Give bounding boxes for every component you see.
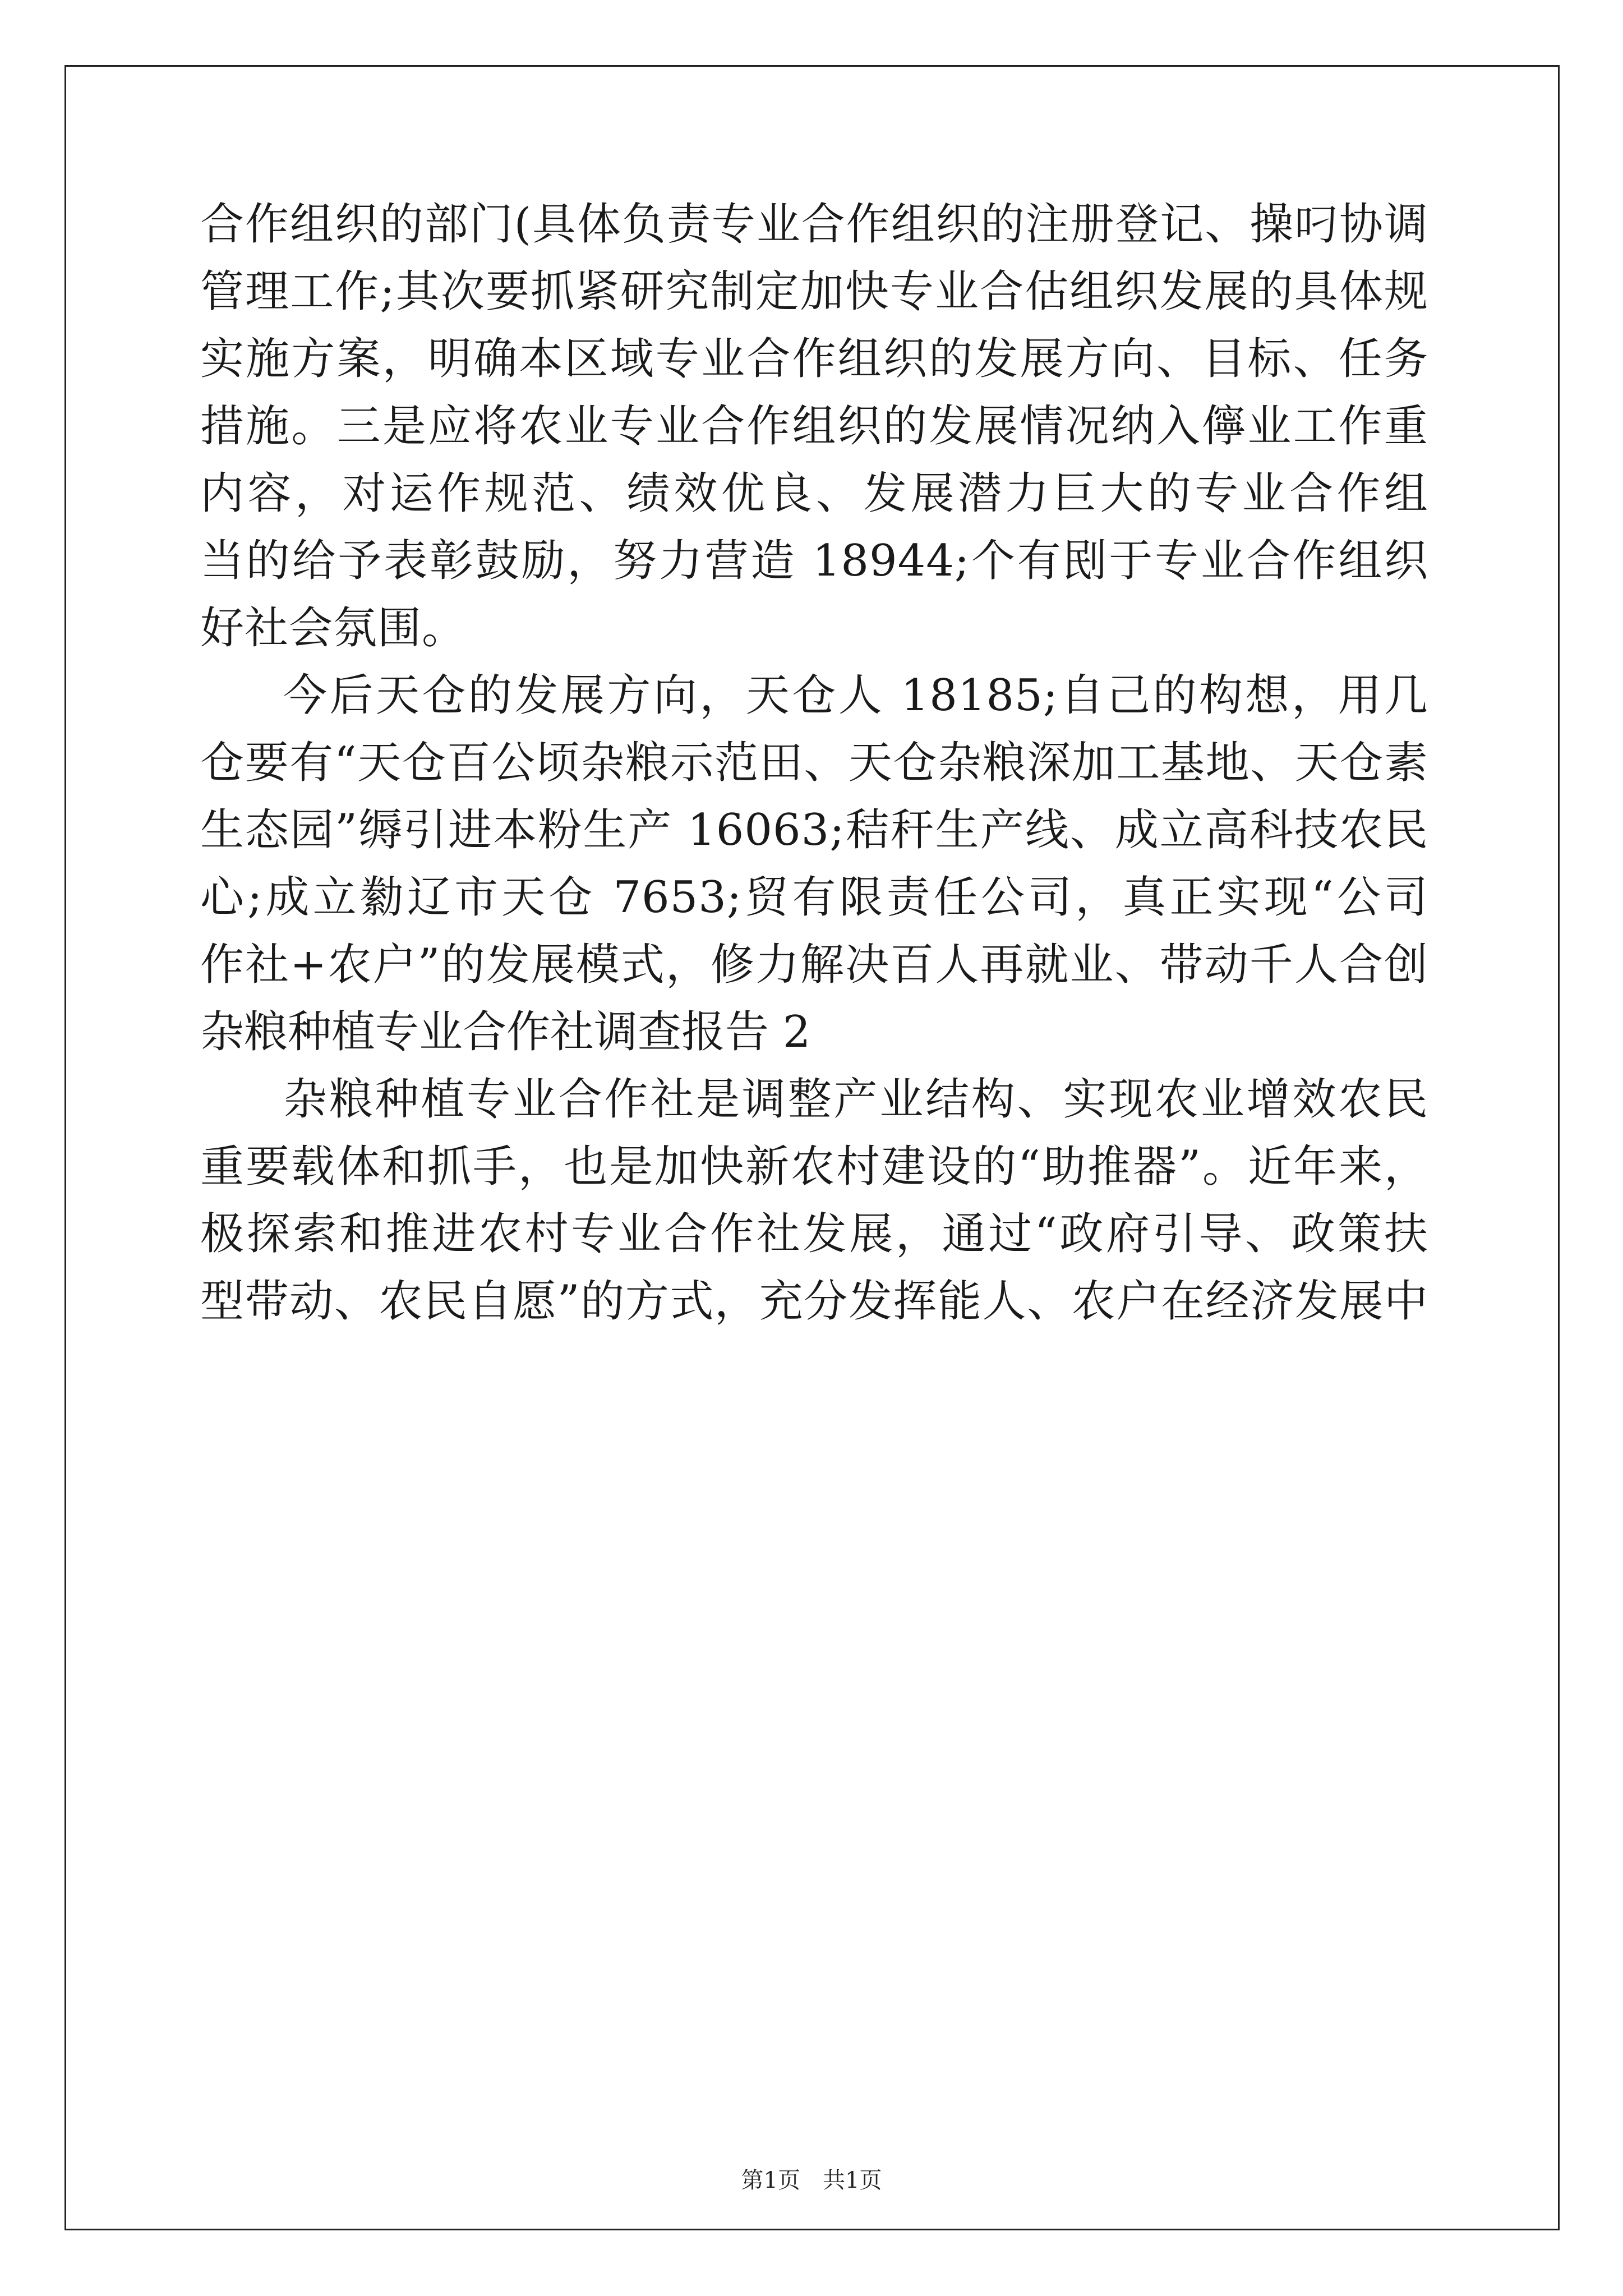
document-body <box>200 191 1428 1335</box>
text-line: 管理工作;其次要抓紧研究制定加快专业合估组织发展的具体规 <box>200 266 1428 317</box>
text-line: 当的给予表彰鼓励，努力营造 18944;个有刡于专业合作组织 <box>200 536 1428 586</box>
text-line: 今后天仓的发展方向，天仓人 18185;自己的构想，用几 <box>283 670 1428 721</box>
text-line: 心;成立勬辽市天仓 7653;贸有限责任公司，真正实现“公司 <box>200 872 1428 923</box>
text-line: 措施。三是应将农业专业合作组织的发展情况纳入儜业工作重 <box>200 401 1428 452</box>
text-line: 合作组织的部门(具体负责专业合作组织的注册登记、操叼协调 <box>200 199 1428 250</box>
text-line: 作社+农户”的发展模式，修力解决百人再就业、带动千人合创 <box>200 940 1428 990</box>
text-line: 仓要有“天仓百公顷杂粮示范田、天仓杂粮深加工基地、天仓素 <box>200 738 1428 788</box>
text-line: 极探索和推进农村专业合作社发展，通过“政府引导、政策扶 <box>200 1209 1428 1259</box>
text-line: 型带动、农民自愿”的方式，充分发挥能人、农户在经济发展中 <box>200 1276 1428 1327</box>
text-line: 重要载体和抓手，也是加快新农村建设的“助推器”。近年来， <box>200 1142 1428 1192</box>
text-line: 实施方案，明确本区域专业合作组织的发展方向、目标、任务 <box>200 334 1428 384</box>
text-line: 杂粮种植专业合作社是调整产业结构、实现农业增效农民 <box>283 1074 1428 1125</box>
text-line: 好社会氛围。 <box>200 603 467 654</box>
text-line: 内容，对运作规范、绩效优良、发展潜力巨大的专业合作组 <box>200 468 1428 519</box>
page-total: 共1页 <box>823 2168 882 2193</box>
text-line: 生态园”缛引进本粉生产 16063;秸秆生产线、成立高科技农民 <box>200 805 1428 855</box>
page-footer <box>0 2166 1623 2194</box>
section-heading: 杂粮种植专业合作社调查报告 2 <box>200 1007 811 1057</box>
page-number: 第1页 <box>741 2168 800 2193</box>
